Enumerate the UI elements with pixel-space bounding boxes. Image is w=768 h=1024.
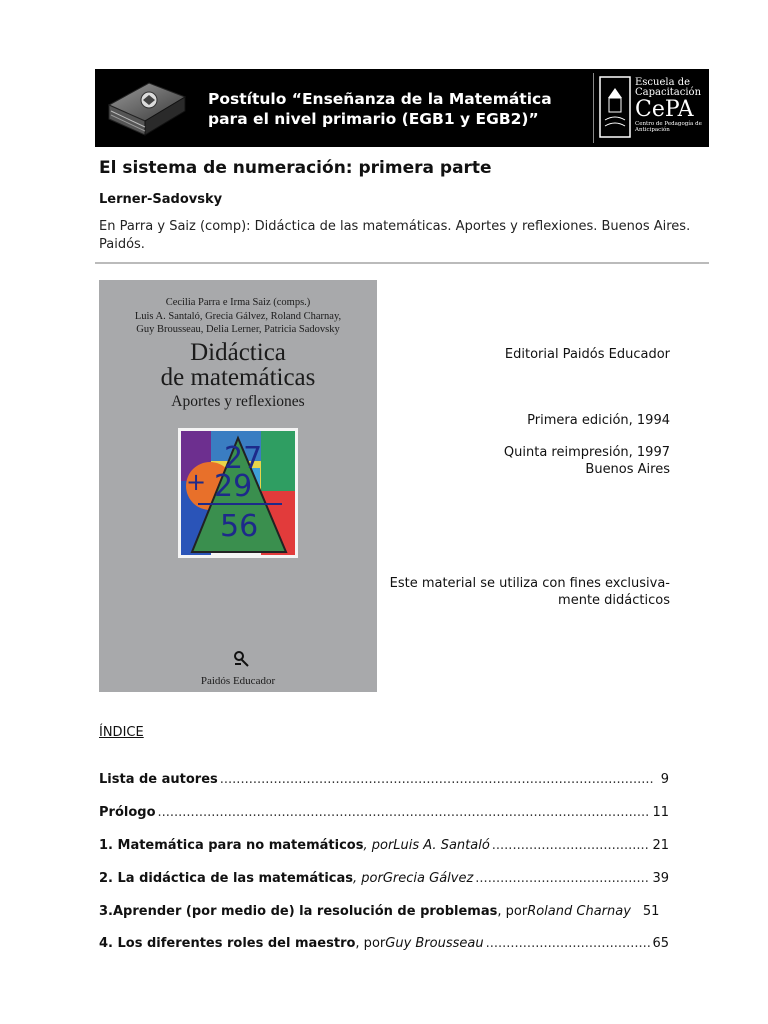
document-reference: En Parra y Saiz (comp): Didáctica de las matemáticas. Aportes y reflexiones. Buenos Aires. Paidós. [99, 219, 691, 252]
info-reprint [460, 444, 670, 478]
info-note [380, 575, 670, 609]
toc-leader [486, 936, 651, 951]
toc-entry [99, 772, 669, 792]
toc-page: 11 [652, 805, 669, 820]
info-publisher: Editorial Paidós Educador [504, 347, 670, 362]
book-cover-image [99, 280, 377, 692]
header-title [208, 89, 552, 129]
toc-leader [158, 805, 651, 820]
header-title-line2: para el nivel primario (EGB1 y EGB2)” [208, 110, 539, 128]
logo-line1: Escuela de [635, 77, 691, 88]
toc-entry [99, 904, 669, 924]
toc-author: Guy Brousseau [385, 936, 484, 951]
cover-authors [99, 296, 377, 337]
toc-entry [99, 871, 669, 891]
toc-author: Grecia Gálvez [382, 871, 474, 886]
cover-title-line2: de matemáticas [160, 364, 316, 391]
toc-page: 39 [652, 871, 669, 886]
cover-authors-line1: Luis A. Santaló, Grecia Gálvez, Roland Charnay, [134, 310, 342, 322]
toc-author: Luis A. Santaló [393, 838, 490, 853]
cover-editors: Cecilia Parra e Irma Saiz (comps.) [165, 297, 311, 308]
art-plus: + [186, 468, 207, 496]
info-city: Buenos Aires [585, 462, 670, 477]
logo-text [635, 78, 703, 133]
art-number-mid: 29 [214, 469, 253, 504]
info-edition: Primera edición, 1994 [527, 413, 670, 428]
horizontal-rule [95, 262, 709, 264]
cover-title-line1: Didáctica [190, 339, 286, 366]
index-heading: ÍNDICE [99, 725, 144, 740]
toc-leader [475, 871, 650, 886]
document-title: El sistema de numeración: primera parte [99, 158, 492, 178]
seal-icon [599, 76, 631, 138]
toc-title: Prólogo [99, 805, 156, 820]
toc-entry [99, 838, 669, 858]
document-authors: Lerner-Sadovsky [99, 192, 223, 207]
cover-publisher: Paidós Educador [200, 675, 276, 687]
toc-entry [99, 936, 669, 956]
toc-author: Roland Charnay [527, 904, 631, 919]
header-banner [95, 69, 709, 147]
cover-authors-line2: Guy Brousseau, Delia Lerner, Patricia Sadovsky [136, 324, 340, 335]
toc-by: , por [363, 838, 394, 853]
cover-subtitle: Aportes y reflexiones [171, 393, 305, 410]
header-divider [593, 73, 594, 143]
toc-page: 9 [660, 772, 669, 787]
toc-title: 3.Aprender (por medio de) la resolución de problemas [99, 904, 498, 919]
toc-by: , por [353, 871, 383, 886]
art-number-bottom: 56 [220, 509, 259, 544]
toc-by: , por [355, 936, 386, 951]
logo-line2: Capacitación [635, 87, 702, 98]
info-note-line1: Este material se utiliza con fines exclusiva- [389, 576, 670, 591]
toc-page: 51 [642, 904, 660, 919]
logo-brand: CePA [635, 97, 694, 122]
toc-page: 21 [652, 838, 669, 853]
cover-artwork [178, 428, 298, 558]
art-number-top: 27 [224, 441, 263, 476]
cepa-logo [599, 74, 705, 142]
book-icon [99, 75, 189, 141]
info-reprint-line: Quinta reimpresión, 1997 [503, 445, 670, 460]
header-title-line1: Postítulo “Enseñanza de la Matemática [208, 90, 552, 108]
publisher-icon [232, 650, 250, 668]
toc-entry [99, 805, 669, 825]
toc-title: 4. Los diferentes roles del maestro [99, 936, 356, 951]
toc-leader [220, 772, 653, 787]
toc-leader [492, 838, 651, 853]
toc-by: , por [497, 904, 528, 919]
toc-title: Lista de autores [99, 772, 218, 787]
toc-page: 65 [652, 936, 669, 951]
info-note-line2: mente didácticos [558, 593, 670, 608]
logo-line3: Centro de Pedagogía de Anticipación [635, 121, 702, 133]
toc-title: 2. La didáctica de las matemáticas [99, 871, 354, 886]
toc-title: 1. Matemática para no matemáticos [99, 838, 364, 853]
